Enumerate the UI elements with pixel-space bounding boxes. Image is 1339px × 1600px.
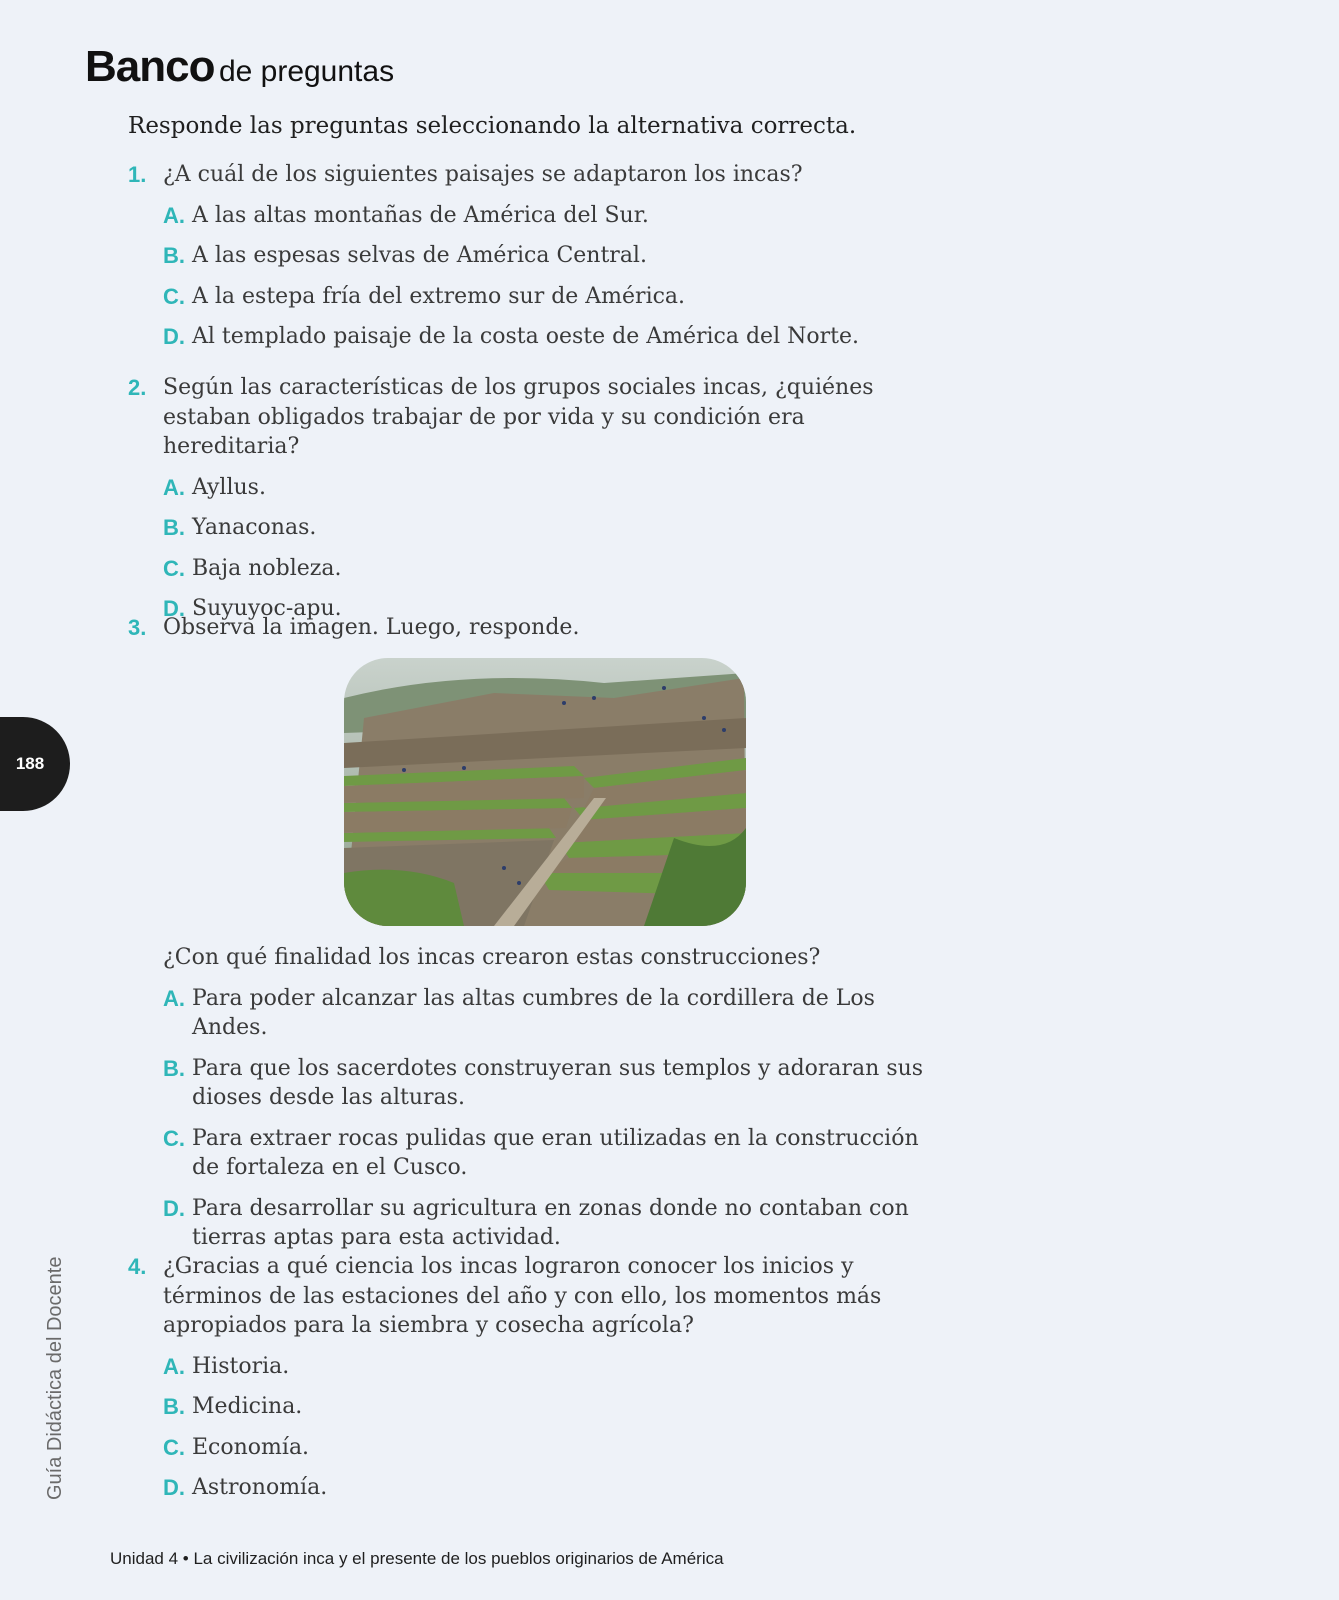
question-3-options (128, 943, 928, 1253)
option-d[interactable] (163, 1194, 928, 1253)
option-text: Historia. (192, 1353, 290, 1379)
option-text: A las espesas selvas de América Central. (192, 243, 647, 268)
option-letter: C. (163, 555, 185, 581)
option-letter: C. (163, 1125, 185, 1151)
terraces-illustration (344, 658, 746, 926)
option-text: Yanaconas. (192, 515, 317, 540)
footer: Unidad 4 • La civilización inca y el presente de los pueblos originarios de América (110, 1549, 724, 1568)
option-d[interactable] (163, 322, 928, 352)
option-text: Medicina. (192, 1394, 303, 1419)
option-letter: C. (163, 1434, 185, 1460)
option-letter: B. (163, 1394, 185, 1419)
question-4 (128, 1252, 928, 1503)
option-b[interactable] (163, 513, 928, 543)
question-number: 2. (128, 375, 147, 400)
option-a[interactable] (163, 201, 928, 231)
page-title-bold: Banco (85, 42, 215, 91)
question-text: ¿A cuál de los siguientes paisajes se adaptaron los incas? (163, 162, 803, 187)
question-3 (128, 613, 928, 643)
question-2 (128, 373, 928, 624)
option-text: Economía. (192, 1434, 310, 1460)
option-letter: A. (163, 1353, 185, 1379)
question-text: Según las características de los grupos sociales incas, ¿quiénes estaban obligados trabajar de por vida y su condición era hereditaria? (163, 375, 874, 459)
option-letter: A. (163, 474, 185, 500)
question-number: 4. (128, 1254, 147, 1279)
option-text: A las altas montañas de América del Sur. (192, 202, 649, 228)
option-text: Astronomía. (192, 1475, 328, 1500)
option-text: Para poder alcanzar las altas cumbres de la cordillera de Los Andes. (192, 985, 875, 1040)
question-number: 1. (128, 162, 147, 187)
option-letter: D. (163, 324, 185, 349)
option-letter: C. (163, 283, 185, 309)
option-text: Para desarrollar su agricultura en zonas donde no contaban con tierras aptas para esta actividad. (192, 1195, 909, 1250)
side-label: Guía Didáctica del Docente (44, 1256, 66, 1500)
option-text: Suyuyoc-apu. (192, 596, 342, 621)
question-subtext: ¿Con qué finalidad los incas crearon estas construcciones? (163, 945, 821, 970)
option-text: Para extraer rocas pulidas que eran utilizadas en la construcción de fortaleza en el Cusco. (192, 1125, 919, 1180)
option-text: A la estepa fría del extremo sur de América. (192, 283, 686, 309)
option-c[interactable] (163, 554, 928, 584)
option-text: Ayllus. (192, 474, 266, 500)
option-letter: A. (163, 985, 185, 1011)
option-letter: B. (163, 243, 185, 268)
option-c[interactable] (163, 282, 928, 312)
option-letter: B. (163, 1055, 185, 1081)
option-a[interactable] (163, 473, 928, 503)
option-b[interactable] (163, 1054, 928, 1113)
option-b[interactable] (163, 241, 928, 271)
question-number: 3. (128, 615, 147, 640)
option-letter: D. (163, 1195, 185, 1221)
page-title-rest: de preguntas (218, 55, 395, 88)
option-letter: A. (163, 202, 185, 228)
page-number: 188 (15, 754, 45, 773)
option-letter: B. (163, 515, 185, 540)
option-letter: D. (163, 596, 185, 621)
option-text: Al templado paisaje de la costa oeste de América del Norte. (192, 324, 859, 349)
option-d[interactable] (163, 1473, 928, 1503)
page-title (85, 42, 394, 92)
option-text: Baja nobleza. (192, 555, 342, 581)
option-text: Para que los sacerdotes construyeran sus templos y adoraran sus dioses desde las alturas. (192, 1055, 924, 1110)
option-a[interactable] (163, 1352, 928, 1382)
option-b[interactable] (163, 1392, 928, 1422)
option-letter: D. (163, 1475, 185, 1500)
option-c[interactable] (163, 1124, 928, 1183)
question-text: Observa la imagen. Luego, responde. (163, 615, 580, 640)
option-a[interactable] (163, 984, 928, 1043)
inca-terraces-photo (344, 658, 746, 926)
question-1 (128, 160, 928, 352)
option-c[interactable] (163, 1433, 928, 1463)
question-text: ¿Gracias a qué ciencia los incas lograron conocer los inicios y términos de las estaciones del año y con ello, los momentos más apropiados para la siembra y cosecha agrícola? (163, 1254, 882, 1338)
page-number-tab (0, 717, 70, 811)
instruction: Responde las preguntas seleccionando la alternativa correcta. (128, 113, 857, 139)
